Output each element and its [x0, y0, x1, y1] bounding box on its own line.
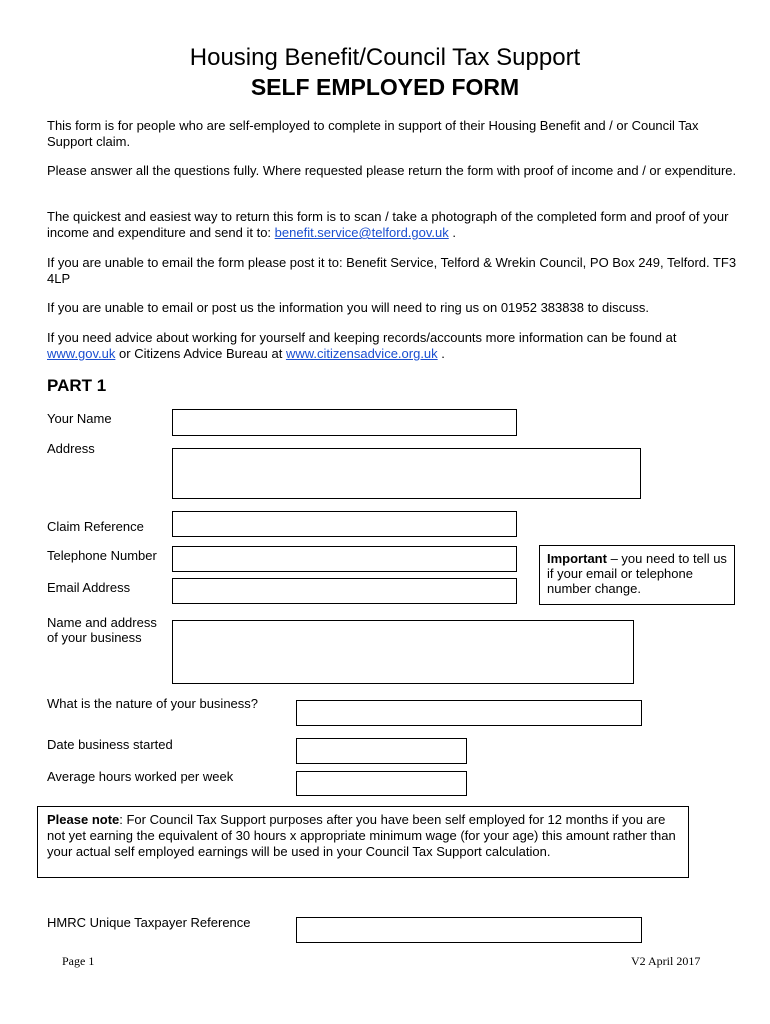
hmrc-utr-field[interactable] — [296, 917, 642, 943]
benefit-email-link[interactable]: benefit.service@telford.gov.uk — [274, 225, 449, 240]
page-number: Page 1 — [62, 954, 95, 968]
council-tax-note — [37, 806, 689, 878]
citizens-advice-link[interactable]: www.citizensadvice.org.uk — [285, 346, 438, 361]
form-subtitle: SELF EMPLOYED FORM — [250, 74, 520, 100]
intro-paragraph-1: This form is for people who are self-employed to complete in support of their Housing Benefit and / or Council Tax Support claim. — [47, 118, 699, 149]
date-business-started-field[interactable] — [296, 738, 467, 764]
important-text: – you need to tell us if your email or telephone number change. — [547, 551, 727, 596]
telephone-number-field[interactable] — [172, 546, 517, 572]
address-field[interactable] — [172, 448, 641, 499]
form-title: Housing Benefit/Council Tax Support — [189, 44, 581, 71]
your-name-label: Your Name — [47, 411, 112, 426]
email-address-field[interactable] — [172, 578, 517, 604]
note-bold: Please note — [47, 812, 120, 827]
intro-paragraph-6-mid: or Citizens Advice Bureau at — [115, 346, 286, 361]
claim-reference-label: Claim Reference — [47, 519, 144, 534]
intro-paragraph-5: If you are unable to email or post us the information you will need to ring us on 01952 383838 to discuss. — [47, 300, 649, 315]
gov-uk-link[interactable]: www.gov.uk — [47, 346, 116, 361]
date-business-started-label: Date business started — [47, 737, 173, 752]
intro-paragraph-3 — [47, 209, 737, 241]
intro-paragraph-2: Please answer all the questions fully. Where requested please return the form with proof of income and / or expenditure. — [47, 163, 737, 178]
intro-paragraph-6-text: If you need advice about working for yourself and keeping records/accounts more information can be found at — [47, 330, 677, 345]
nature-of-business-field[interactable] — [296, 700, 642, 726]
claim-reference-field[interactable] — [172, 511, 517, 537]
hmrc-utr-label: HMRC Unique Taxpayer Reference — [47, 915, 251, 930]
important-bold: Important — [547, 551, 607, 566]
intro-paragraph-6 — [47, 330, 737, 362]
telephone-number-label: Telephone Number — [47, 548, 157, 563]
important-notice — [539, 545, 735, 605]
email-address-label: Email Address — [47, 580, 131, 595]
part-1-heading: PART 1 — [47, 376, 107, 395]
average-hours-field[interactable] — [296, 771, 467, 796]
nature-of-business-label: What is the nature of your business? — [47, 696, 259, 711]
version-label: V2 April 2017 — [631, 954, 701, 968]
note-text: : For Council Tax Support purposes after you have been self employed for 12 months if you are not yet earning the equivalent of 30 hours x appropriate minimum wage (for your age) this amount rather than your actual self employed earnings will be used in your Council Tax Support calculation. — [47, 812, 676, 859]
average-hours-label: Average hours worked per week — [47, 769, 234, 784]
intro-paragraph-4: If you are unable to email the form please post it to: Benefit Service, Telford & Wrekin Council, PO Box 249, Telford. TF3 4LP — [47, 255, 737, 286]
business-name-line2: of your business — [47, 630, 142, 645]
your-name-field[interactable] — [172, 409, 517, 436]
business-name-address-label — [47, 615, 157, 645]
business-name-address-field[interactable] — [172, 620, 634, 684]
intro-paragraph-3-end: . — [448, 225, 456, 240]
address-label: Address — [47, 441, 95, 456]
business-name-line1: Name and address — [47, 615, 157, 630]
intro-paragraph-6-end: . — [437, 346, 445, 361]
intro-paragraph-3-text: The quickest and easiest way to return this form is to scan / take a photograph of the completed form and proof of your income and expenditure and send it to: — [47, 209, 729, 240]
